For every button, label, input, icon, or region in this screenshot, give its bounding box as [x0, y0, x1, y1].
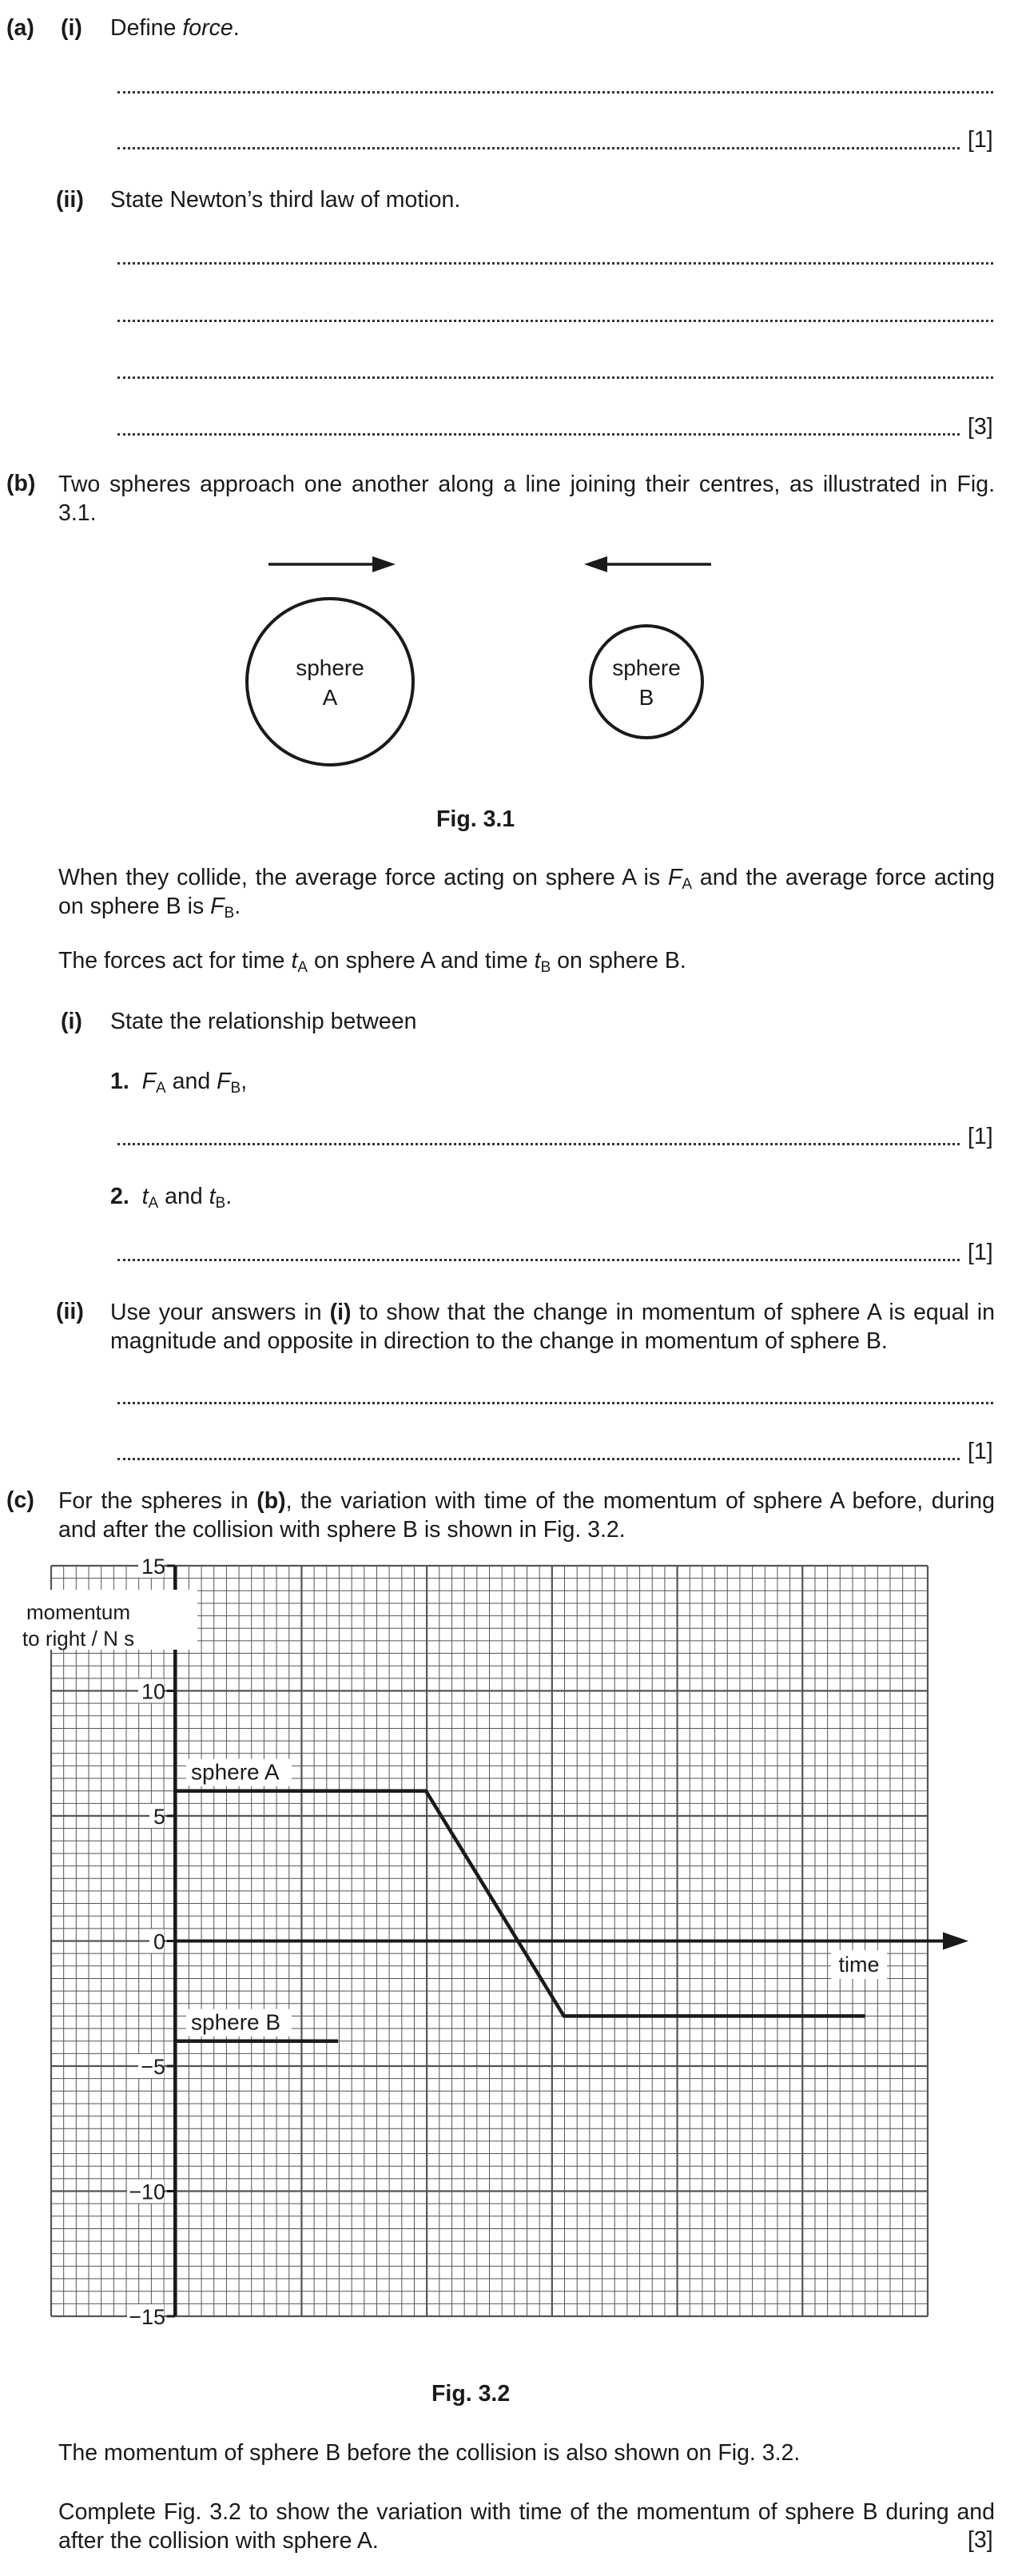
sphere-a-label-line2: A — [322, 685, 338, 710]
collision-paragraph: When they collide, the average force acting on sphere A is $F_A$ and the average force acting on sphere B is $F_B$. — [58, 865, 995, 922]
sphere-b-label-line2: B — [638, 685, 654, 710]
part-a-i-question: Define force. — [110, 15, 240, 41]
series-label: sphere B — [191, 2009, 281, 2035]
y-tick-label: 10 — [141, 1679, 165, 1704]
y-tick-label: −5 — [141, 2055, 165, 2079]
sphere-b-label-line1: sphere — [612, 655, 681, 680]
part-b-ii-label: (ii) — [56, 1299, 84, 1324]
mark-label: [1] — [968, 127, 993, 153]
y-axis-label-line2: to right / N s — [22, 1626, 135, 1650]
part-c-label: (c) — [6, 1487, 34, 1513]
part-a-ii-question: State Newton’s third law of motion. — [110, 187, 461, 213]
part-a-i-label: (i) — [61, 15, 82, 41]
mark-label: [3] — [968, 2527, 993, 2553]
sphere-a-label-line1: sphere — [296, 655, 364, 680]
relationship-item-1: 1. $F_A$ and $F_B$, — [110, 1069, 248, 1097]
mark-label: [1] — [968, 1124, 993, 1149]
part-b-i-question: State the relationship between — [110, 1009, 417, 1034]
y-tick-label: −10 — [129, 2180, 165, 2204]
relationship-item-2: 2. $t_A$ and $t_B$. — [110, 1184, 233, 1212]
fig-3-2-caption: Fig. 3.2 — [431, 2381, 511, 2407]
x-axis-label: time — [838, 1953, 880, 1977]
y-tick-label: 5 — [153, 1805, 165, 1829]
series-label: sphere A — [191, 1759, 280, 1785]
mark-label: [3] — [968, 414, 993, 440]
x-axis-arrow-icon — [943, 1933, 968, 1950]
mark-label: [1] — [968, 1240, 993, 1265]
part-b-ii-question: Use your answers in (i) to show that the change in momentum of sphere A is equal in magnitude and opposite in direction to the change in momentum of sphere B. — [110, 1300, 995, 1354]
y-tick-label: 0 — [153, 1929, 165, 1954]
part-a-ii-label: (ii) — [56, 187, 84, 213]
y-tick-label: −15 — [129, 2305, 165, 2329]
part-b-intro: Two spheres approach one another along a line joining their centres, as illustrated in Fig. 3.1. — [58, 472, 995, 526]
part-a-label: (a) — [6, 15, 34, 41]
part-c-intro: For the spheres in (b), the variation with time of the momentum of sphere A before, during and after the collision with sphere B is shown in Fig. 3.2. — [58, 1488, 995, 1543]
times-paragraph: The forces act for time $t_A$ on sphere A and time $t_B$ on sphere B. — [58, 948, 686, 976]
part-c-note: The momentum of sphere B before the collision is also shown on Fig. 3.2. — [58, 2440, 801, 2466]
fig-3-1-caption: Fig. 3.1 — [436, 806, 515, 832]
part-b-i-label: (i) — [61, 1009, 82, 1034]
part-c-task: Complete Fig. 3.2 to show the variation with time of the momentum of sphere B during and after the collision with sphere A. — [58, 2499, 995, 2554]
part-b-label: (b) — [6, 471, 36, 496]
y-axis-label-line1: momentum — [26, 1600, 131, 1624]
y-tick-label: 15 — [141, 1555, 165, 1579]
mark-label: [1] — [968, 1439, 993, 1464]
